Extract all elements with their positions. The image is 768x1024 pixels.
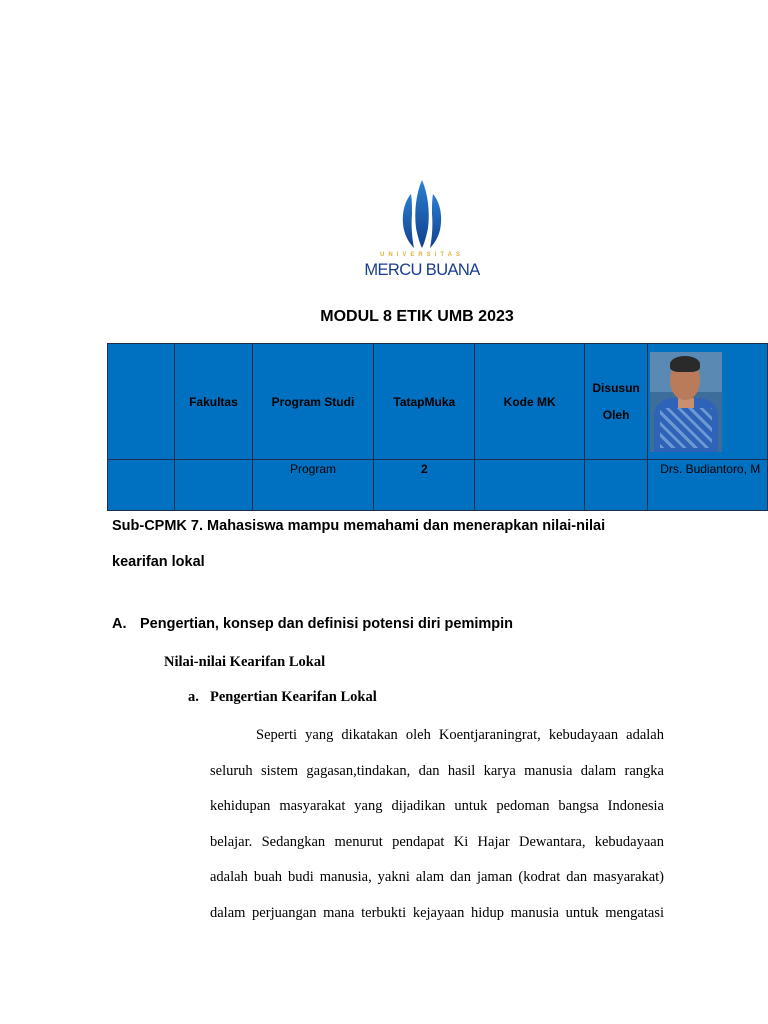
subsection-title: Nilai-nilai Kearifan Lokal <box>164 654 326 670</box>
value-author-name: Drs. Budiantoro, M <box>648 460 768 511</box>
table-cell-empty <box>175 460 253 511</box>
mercu-buana-emblem-icon <box>356 172 488 252</box>
table-value-row <box>108 460 768 511</box>
point-a-number: a. <box>188 689 199 705</box>
paragraph-line: belajar. Sedangkan menurut pendapat Ki Hajar Dewantara, kebudayaan <box>210 833 664 850</box>
header-tatap-muka: TatapMuka <box>374 344 475 460</box>
section-a-title: Pengertian, konsep dan definisi potensi diri pemimpin <box>140 616 514 632</box>
module-title: MODUL 8 ETIK UMB 2023 <box>320 308 514 325</box>
author-photo <box>650 352 722 452</box>
header-kode-mk: Kode MK <box>475 344 584 460</box>
paragraph-line: seluruh sistem gagasan,tindakan, dan hasil karya manusia dalam rangka <box>210 762 664 779</box>
author-photo-cell <box>648 344 768 460</box>
university-logo <box>356 172 488 284</box>
table-cell-empty <box>108 460 175 511</box>
header-fakultas: Fakultas <box>175 344 253 460</box>
module-info-table <box>107 343 768 511</box>
value-program-studi: Program <box>252 460 373 511</box>
paragraph-line: Seperti yang dikatakan oleh Koentjaraningrat, kebudayaan adalah <box>256 727 664 743</box>
header-disusun-oleh: Disusun Oleh <box>584 344 647 460</box>
paragraph-line: dalam perjuangan mana terbukti kejayaan hidup manusia untuk mengatasi <box>210 904 664 921</box>
sub-cpmk-line-2: kearifan lokal <box>112 554 205 570</box>
point-a-heading <box>188 689 377 706</box>
table-cell-empty <box>584 460 647 511</box>
table-cell-empty <box>475 460 584 511</box>
table-header-row <box>108 344 768 460</box>
section-a-number: A. <box>112 616 127 632</box>
sub-cpmk-statement <box>112 508 672 580</box>
paragraph-line: adalah buah budi manusia, yakni alam dan jaman (kodrat dan masyarakat) <box>210 869 664 885</box>
sub-cpmk-line-1: Sub-CPMK 7. Mahasiswa mampu memahami dan menerapkan nilai-nilai <box>112 518 606 534</box>
table-cell-empty <box>108 344 175 460</box>
logo-universitas-text: UNIVERSITAS <box>380 252 464 258</box>
body-paragraph <box>210 718 664 931</box>
logo-university-name: MERCU BUANA <box>364 261 480 279</box>
value-tatap-muka: 2 <box>374 460 475 511</box>
section-a-heading <box>112 616 513 632</box>
header-program-studi: Program Studi <box>252 344 373 460</box>
paragraph-line: kehidupan masyarakat yang dijadikan untuk pedoman bangsa Indonesia <box>210 798 664 814</box>
point-a-title: Pengertian Kearifan Lokal <box>210 689 377 705</box>
